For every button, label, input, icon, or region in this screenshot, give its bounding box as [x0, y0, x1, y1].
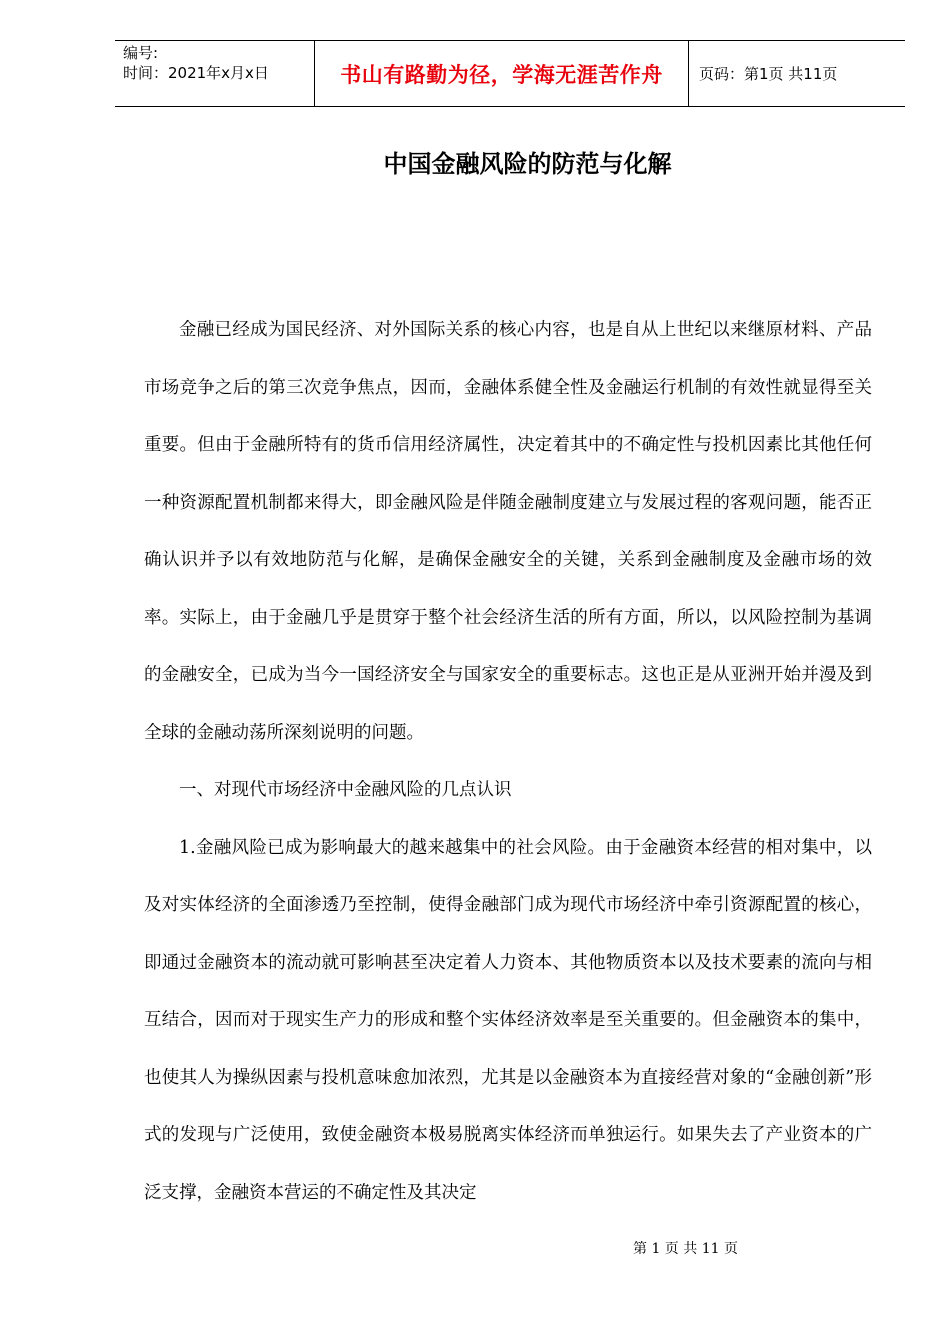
serial-label: 编号: — [123, 44, 159, 62]
header-page-info: 页码：第1页 共11页 — [699, 65, 838, 83]
section-heading: 一、对现代市场经济中金融风险的几点认识 — [179, 780, 512, 800]
time-label: 时间：2021年x月x日 — [123, 64, 269, 82]
document-body — [144, 302, 872, 1222]
header-motto: 书山有路勤为径，学海无涯苦作舟 — [315, 41, 689, 106]
paragraph-intro: 金融已经成为国民经济、对外国际关系的核心内容，也是自从上世纪以来继原材料、产品市场竞争之后的第三次竞争焦点，因而，金融体系健全性及金融运行机制的有效性就显得至关重要。但由于金融所特有的货币信用经济属性，决定着其中的不确定性与投机因素比其他任何一种资源配置机制都来得大，即金融风险是伴随金融制度建立与发展过程的客观问题，能否正确认识并予以有效地防范与化解，是确保金融安全的关键，关系到金融制度及金融市场的效率。实际上，由于金融几乎是贯穿于整个社会经济生活的所有方面，所以，以风险控制为基调的金融安全，已成为当今一国经济安全与国家安全的重要标志。这也正是从亚洲开始并漫及到全球的金融动荡所深刻说明的问题。 — [144, 320, 872, 743]
page-footer: 第 1 页 共 11 页 — [633, 1241, 738, 1257]
paragraph-point-1: 1.金融风险已成为影响最大的越来越集中的社会风险。由于金融资本经营的相对集中，以及对实体经济的全面渗透乃至控制，使得金融部门成为现代市场经济中牵引资源配置的核心，即通过金融资本的流动就可影响甚至决定着人力资本、其他物质资本以及技术要素的流向与相互结合，因而对于现实生产力的形成和整个实体经济效率是至关重要的。但金融资本的集中，也使其人为操纵因素与投机意味愈加浓烈，尤其是以金融资本为直接经营对象的“金融创新”形式的发现与广泛使用，致使金融资本极易脱离实体经济而单独运行。如果失去了产业资本的广泛支撑，金融资本营运的不确定性及其决定 — [144, 837, 872, 1203]
header-meta-cell — [115, 41, 315, 106]
document-title: 中国金融风险的防范与化解 — [383, 150, 672, 178]
page-header — [115, 40, 905, 107]
